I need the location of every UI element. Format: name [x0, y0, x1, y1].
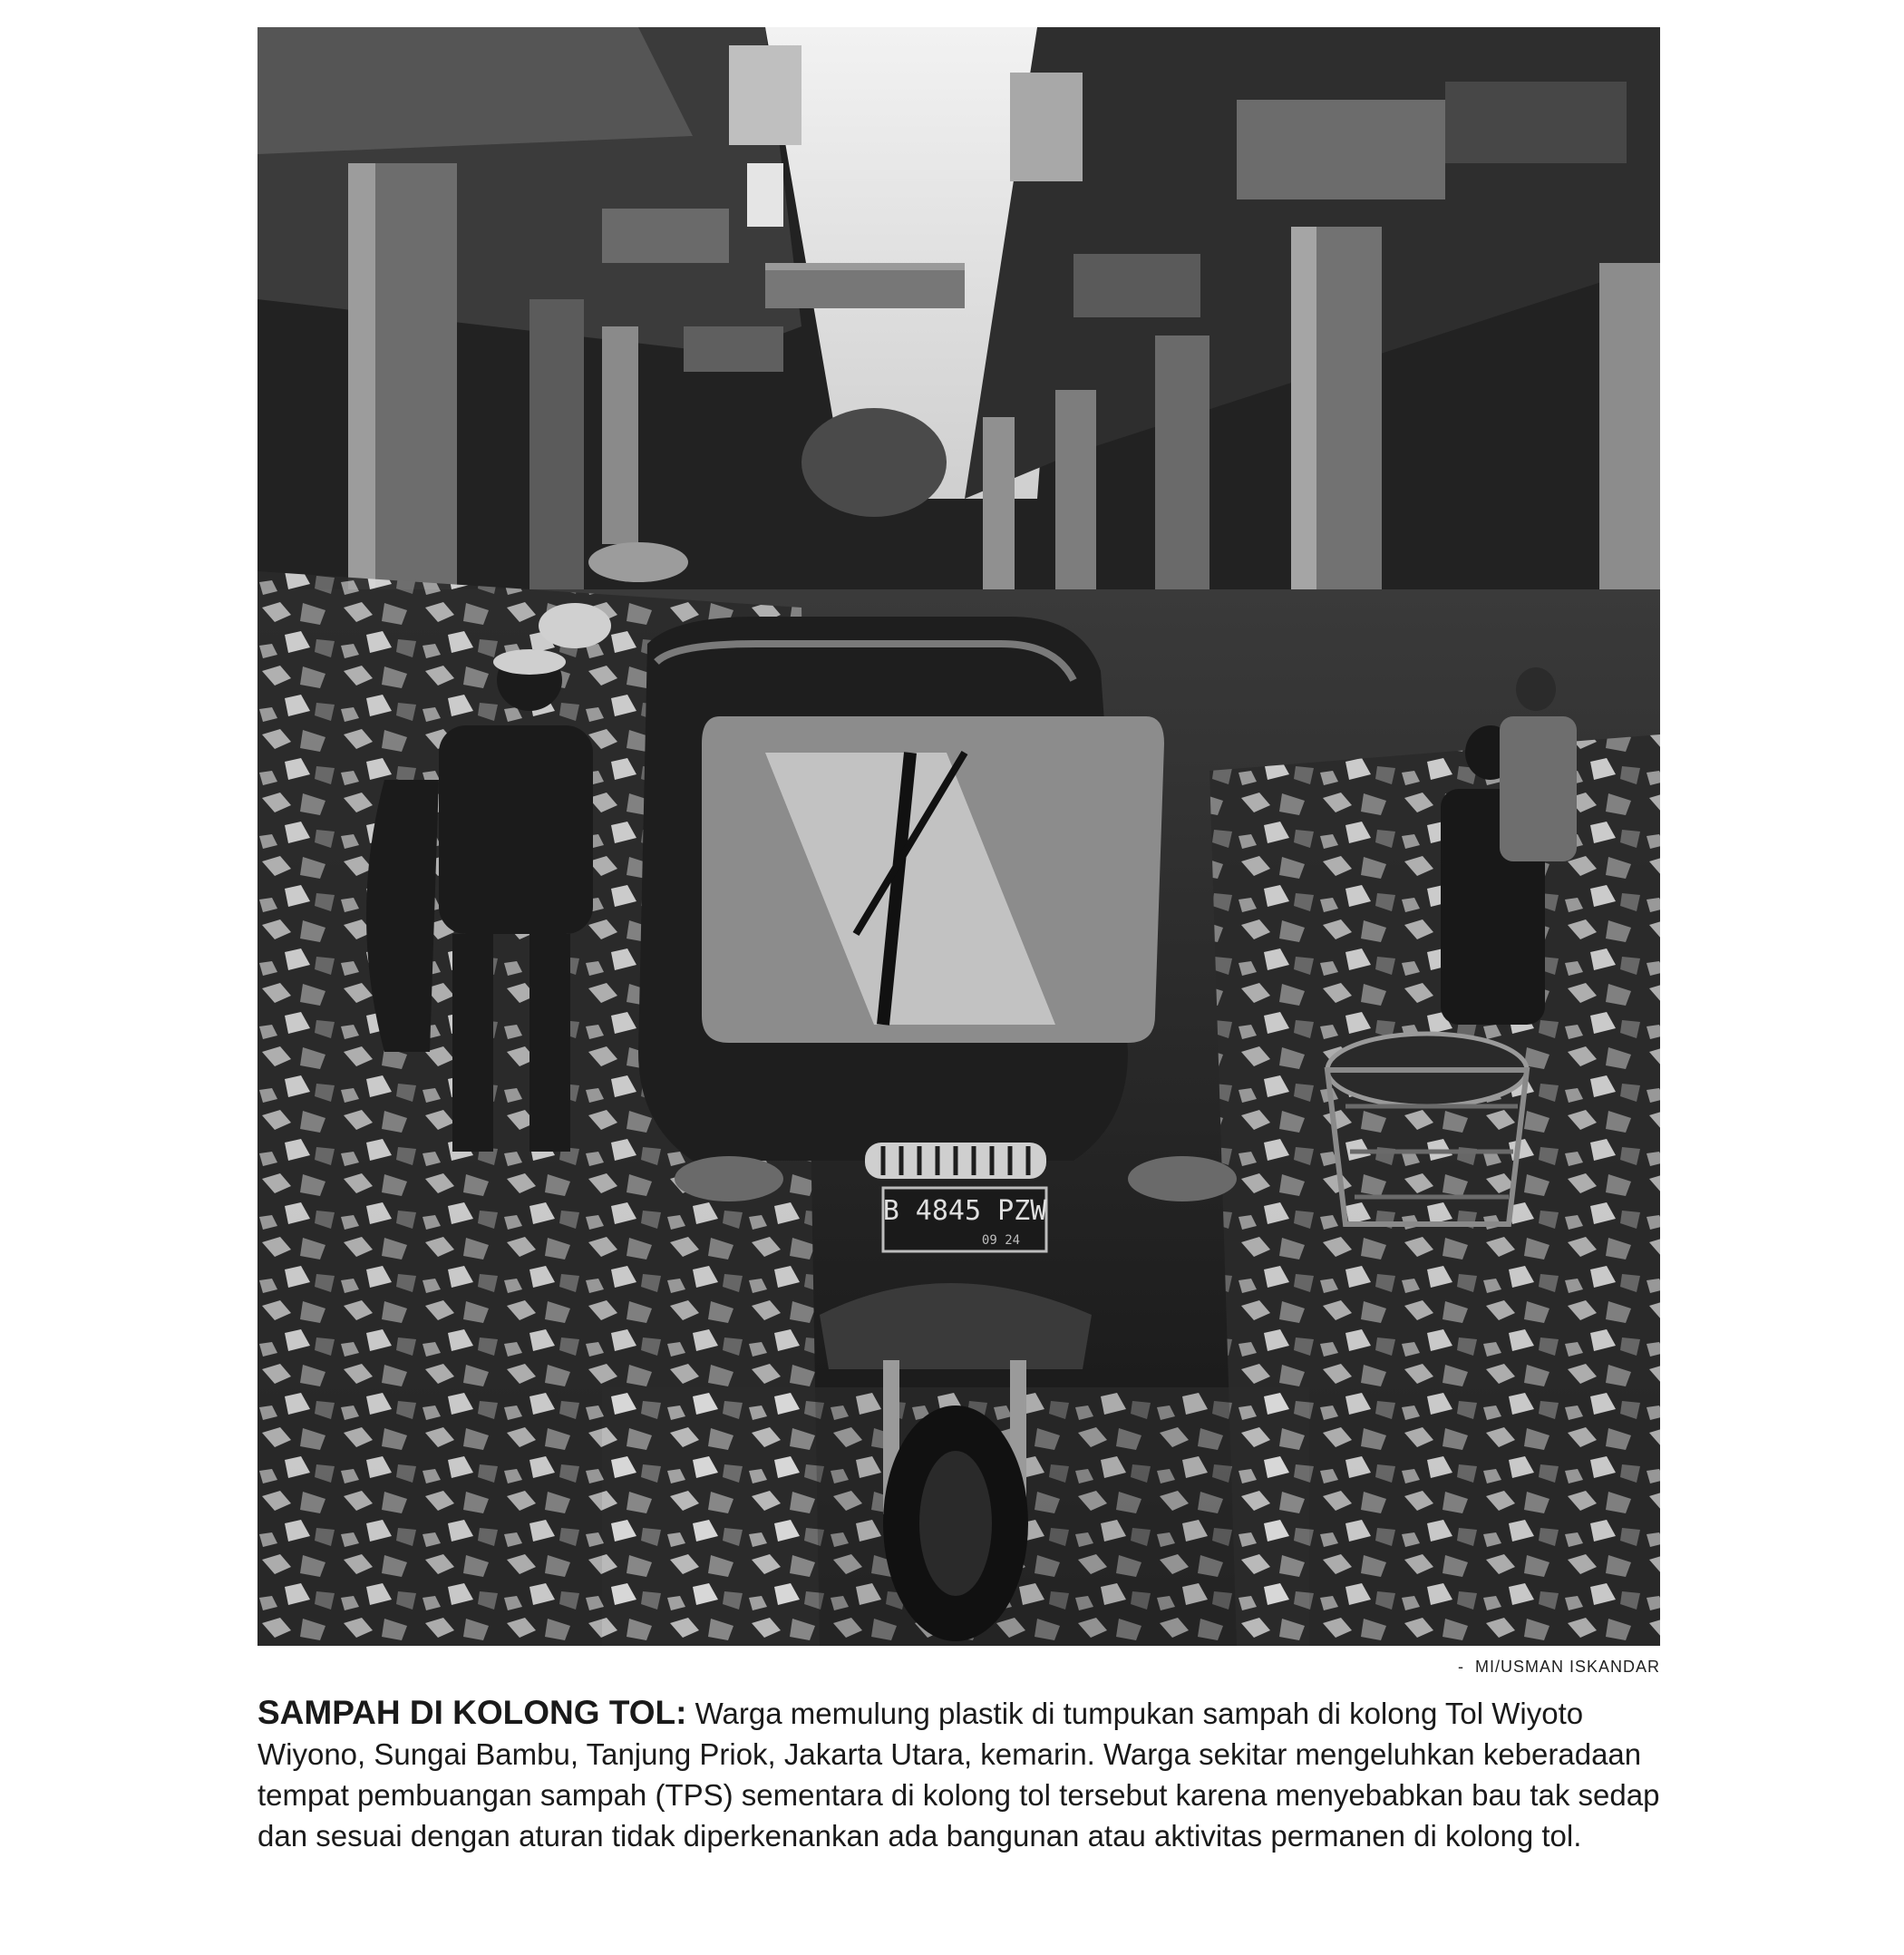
photo-caption [257, 1692, 1672, 1856]
caption-heading: SAMPAH DI KOLONG TOL: [257, 1694, 687, 1731]
license-plate-expiry: 09 24 [981, 1233, 1021, 1248]
photo-credit [257, 1658, 1660, 1677]
photo-credit-text: MI/USMAN ISKANDAR [1474, 1658, 1660, 1676]
license-plate-number: B 4845 PZW [882, 1195, 1047, 1227]
credit-dash-icon: - [1457, 1658, 1475, 1676]
photo-illustration [257, 27, 1660, 1646]
news-photo [257, 27, 1660, 1646]
caption-body: Warga memulung plastik di tumpukan sampah di kolong Tol Wiyoto Wiyono, Sungai Bambu, Tanjung Priok, Jakarta Utara, kemarin. Warga sekitar mengeluhkan keberadaan tempat pembuangan sampah (TPS) sementara di kolong tol tersebut karena menyebabkan bau tak sedap dan sesuai dengan aturan tidak diperkenankan ada bangunan atau aktivitas permanen di kolong tol. [257, 1697, 1660, 1853]
